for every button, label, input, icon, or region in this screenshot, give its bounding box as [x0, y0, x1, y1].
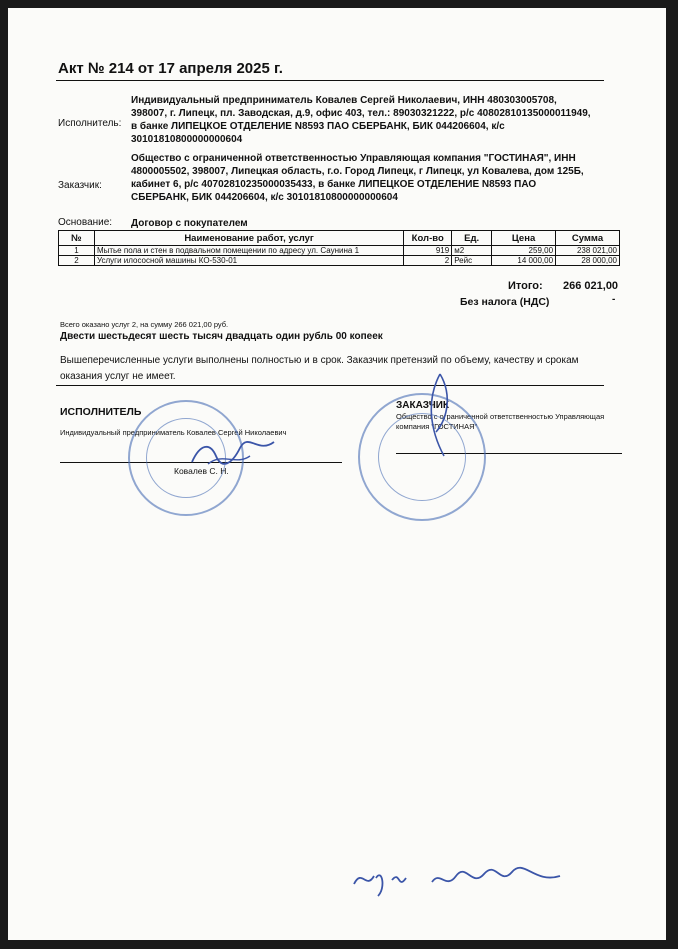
customer-details: Общество с ограниченной ответственностью Управляющая компания "ГОСТИНАЯ", ИНН 4800005502, 398007, Липецкая область, г.о. Город Липецк, г Липецк, ул Ковалева, дом 125Б, кабинет 6, р/с 40702810235000035433, в банке ЛИПЕЦКОЕ ОТДЕЛЕНИЕ N8593 ПАО СБЕРБАНК, БИК 044206604, к/с 30101810800000000604 — [131, 153, 584, 203]
services-table — [58, 230, 620, 266]
table-header-row — [59, 231, 620, 246]
handwritten-note-icon — [348, 860, 568, 900]
cell-sum: 238 021,00 — [556, 246, 620, 256]
executor-signature-icon — [188, 434, 278, 470]
customer-label: Заказчик: — [58, 180, 102, 191]
executor-initials: Ковалев С. Н. — [174, 466, 229, 476]
cell-price: 259,00 — [492, 246, 556, 256]
cell-name: Услуги илососной машины КО-530-01 — [94, 256, 403, 266]
divider — [56, 385, 604, 386]
cell-unit: м2 — [452, 246, 492, 256]
cell-qty: 2 — [404, 256, 452, 266]
executor-details: Индивидуальный предприниматель Ковалев Сергей Николаевич, ИНН 480303005708, 398007, г. Липецк, пл. Заводская, д.9, офис 403, тел.: 89030321222, р/с 40802810135000011949, в банке ЛИПЕЦКОЕ ОТДЕЛЕНИЕ N8593 ПАО СБЕРБАНК, БИК 044206604, к/с 30101810800000000604 — [131, 95, 591, 145]
header-name: Наименование работ, услуг — [94, 231, 403, 246]
total-label: Итого: — [508, 280, 543, 292]
executor-sign-title: ИСПОЛНИТЕЛЬ — [60, 406, 142, 418]
summary-line: Всего оказано услуг 2, на сумму 266 021,00 руб. — [60, 320, 229, 329]
cell-qty: 919 — [404, 246, 452, 256]
header-sum: Сумма — [556, 231, 620, 246]
basis-label: Основание: — [58, 217, 113, 228]
executor-label: Исполнитель: — [58, 118, 122, 129]
table-row — [59, 246, 620, 256]
cell-no: 1 — [59, 246, 95, 256]
cell-sum: 28 000,00 — [556, 256, 620, 266]
document-page — [8, 8, 666, 940]
amount-in-words: Двести шестьдесят шесть тысяч двадцать один рубль 00 копеек — [60, 331, 383, 342]
basis-value: Договор с покупателем — [131, 218, 248, 229]
completion-statement: Вышеперечисленные услуги выполнены полностью и в срок. Заказчик претензий по объему, качеству и срокам оказания услуг не имеет. — [60, 355, 579, 382]
divider — [56, 80, 604, 81]
header-no: № — [59, 231, 95, 246]
vat-dash: - — [612, 294, 616, 305]
header-unit: Ед. — [452, 231, 492, 246]
total-value: 266 021,00 — [563, 280, 619, 292]
customer-signature-icon — [418, 370, 468, 460]
cell-no: 2 — [59, 256, 95, 266]
cell-name: Мытье пола и стен в подвальном помещении по адресу ул. Саунина 1 — [94, 246, 403, 256]
table-row — [59, 256, 620, 266]
cell-price: 14 000,00 — [492, 256, 556, 266]
customer-sign-name: Общество с ограниченной ответственностью Управляющая компания "ГОСТИНАЯ" — [396, 412, 605, 431]
executor-sign-name: Индивидуальный предприниматель Ковалев Сергей Николаевич — [60, 428, 287, 437]
document-title: Акт № 214 от 17 апреля 2025 г. — [58, 60, 283, 77]
vat-note: Без налога (НДС) — [460, 296, 550, 308]
header-price: Цена — [492, 231, 556, 246]
header-qty: Кол-во — [404, 231, 452, 246]
cell-unit: Рейс — [452, 256, 492, 266]
customer-sign-title: ЗАКАЗЧИК — [396, 400, 450, 411]
